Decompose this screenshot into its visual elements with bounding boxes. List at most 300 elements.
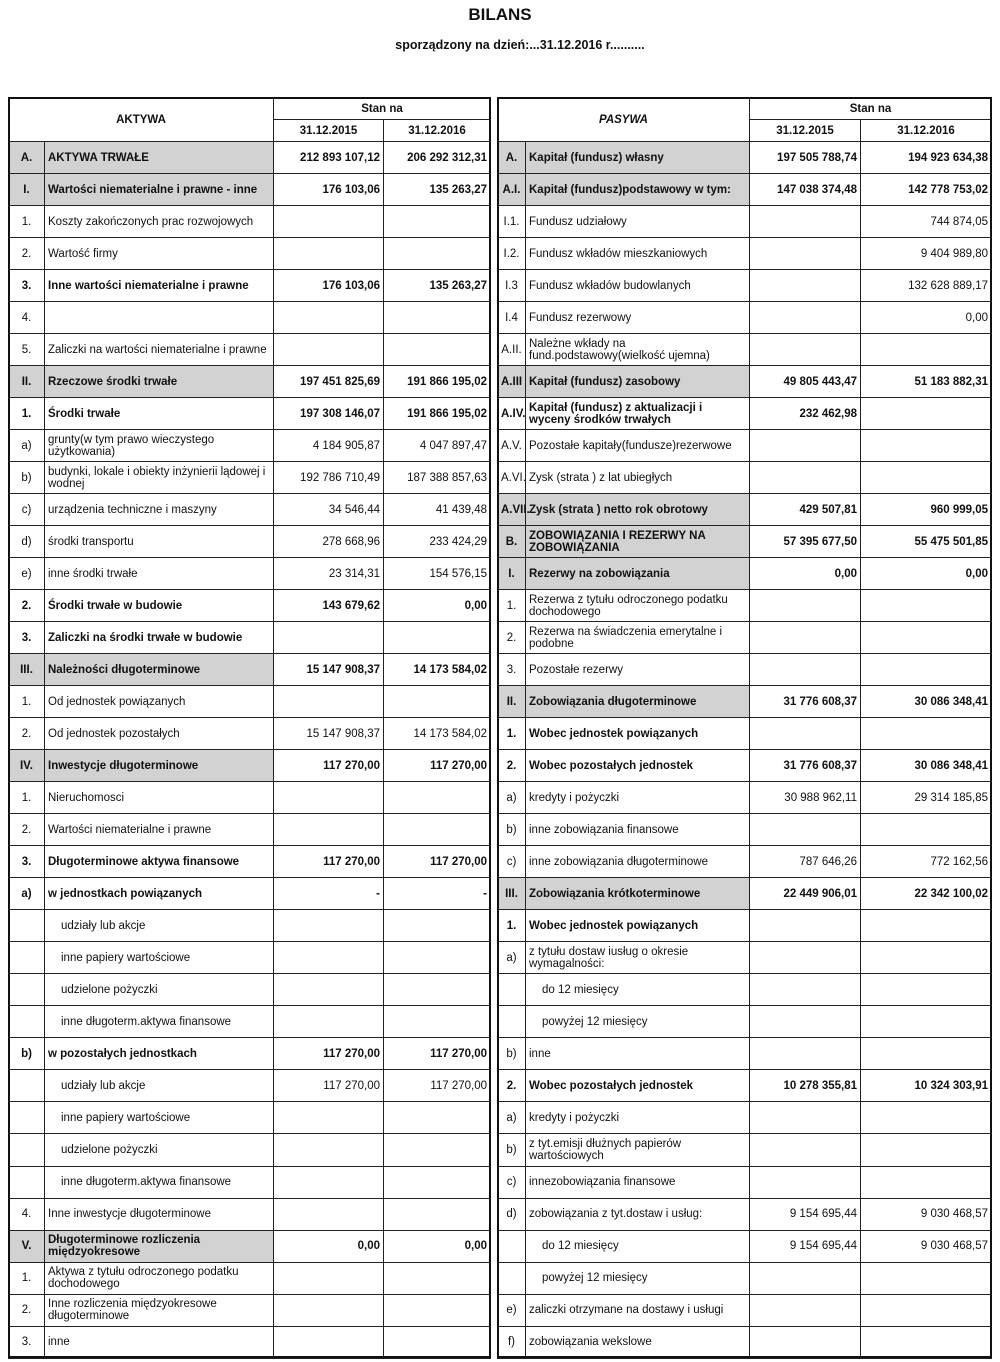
aktywa-value-2016: - (384, 878, 491, 910)
aktywa-value-2016: 14 173 584,02 (384, 718, 491, 750)
pasywa-row (498, 1198, 992, 1230)
pasywa-value-2015: 57 395 677,50 (750, 526, 861, 558)
pasywa-row-label: II. (498, 686, 526, 718)
aktywa-row (9, 494, 491, 526)
aktywa-value-2015: 212 893 107,12 (274, 142, 384, 174)
aktywa-value-2015 (274, 1166, 384, 1198)
pasywa-row-label: 1. (498, 910, 526, 942)
pasywa-value-2015: 31 776 608,37 (750, 750, 861, 782)
aktywa-row-label: 4. (9, 302, 45, 334)
aktywa-value-2015: 0,00 (274, 1230, 384, 1262)
aktywa-row (9, 686, 491, 718)
pasywa-row-description: Fundusz wkładów budowlanych (526, 270, 750, 302)
aktywa-row-description: grunty(w tym prawo wieczystego użytkowania) (45, 430, 274, 462)
aktywa-value-2015 (274, 910, 384, 942)
pasywa-value-2015: 10 278 355,81 (750, 1070, 861, 1102)
pasywa-row-label: b) (498, 1134, 526, 1166)
pasywa-row-label: b) (498, 1038, 526, 1070)
pasywa-row-label (498, 974, 526, 1006)
aktywa-row-label: 1. (9, 206, 45, 238)
pasywa-row-label (498, 1006, 526, 1038)
pasywa-value-2015 (750, 206, 861, 238)
aktywa-value-2016: 135 263,27 (384, 174, 491, 206)
aktywa-value-2016 (384, 1262, 491, 1294)
aktywa-row-description: w pozostałych jednostkach (45, 1038, 274, 1070)
pasywa-row-description: Wobec pozostałych jednostek (526, 750, 750, 782)
aktywa-value-2015: 117 270,00 (274, 846, 384, 878)
pasywa-value-2016: 29 314 185,85 (861, 782, 992, 814)
aktywa-value-2015 (274, 1006, 384, 1038)
aktywa-value-2016 (384, 1166, 491, 1198)
pasywa-value-2016: 10 324 303,91 (861, 1070, 992, 1102)
aktywa-value-2015 (274, 334, 384, 366)
pasywa-row-label: f) (498, 1326, 526, 1358)
aktywa-row-label (9, 1006, 45, 1038)
aktywa-value-2016: 154 576,15 (384, 558, 491, 590)
pasywa-row-label: c) (498, 1166, 526, 1198)
aktywa-value-2015 (274, 302, 384, 334)
aktywa-value-2015: 176 103,06 (274, 174, 384, 206)
pasywa-row (498, 590, 992, 622)
aktywa-row-description: Wartości niematerialne i prawne - inne (45, 174, 274, 206)
aktywa-row (9, 462, 491, 494)
aktywa-row-label: 2. (9, 590, 45, 622)
pasywa-row (498, 686, 992, 718)
pasywa-row-label: 2. (498, 622, 526, 654)
pasywa-row-label: A.V. (498, 430, 526, 462)
aktywa-row-label (9, 1166, 45, 1198)
aktywa-row (9, 206, 491, 238)
aktywa-row-description: Aktywa z tytułu odroczonego podatku dochodowego (45, 1262, 274, 1294)
aktywa-value-2015: 34 546,44 (274, 494, 384, 526)
aktywa-row (9, 942, 491, 974)
pasywa-value-2015 (750, 654, 861, 686)
aktywa-row-label: 2. (9, 238, 45, 270)
pasywa-value-2016: 0,00 (861, 558, 992, 590)
aktywa-value-2016 (384, 1198, 491, 1230)
aktywa-row-description: Długoterminowe aktywa finansowe (45, 846, 274, 878)
aktywa-value-2016: 117 270,00 (384, 750, 491, 782)
aktywa-row (9, 654, 491, 686)
aktywa-row-label: 4. (9, 1198, 45, 1230)
aktywa-value-2016: 117 270,00 (384, 1070, 491, 1102)
pasywa-value-2016: 22 342 100,02 (861, 878, 992, 910)
pasywa-value-2015: 197 505 788,74 (750, 142, 861, 174)
pasywa-row (498, 910, 992, 942)
pasywa-row (498, 974, 992, 1006)
pasywa-value-2016 (861, 622, 992, 654)
aktywa-row-description: Środki trwałe w budowie (45, 590, 274, 622)
pasywa-value-2015 (750, 462, 861, 494)
aktywa-row (9, 1006, 491, 1038)
aktywa-value-2015: 15 147 908,37 (274, 718, 384, 750)
pasywa-row (498, 1038, 992, 1070)
aktywa-value-2016: 4 047 897,47 (384, 430, 491, 462)
pasywa-row-description: zaliczki otrzymane na dostawy i usługi (526, 1294, 750, 1326)
pasywa-row (498, 238, 992, 270)
pasywa-value-2016 (861, 718, 992, 750)
aktywa-row-description: inne długoterm.aktywa finansowe (45, 1006, 274, 1038)
aktywa-value-2016: 233 424,29 (384, 526, 491, 558)
pasywa-row (498, 814, 992, 846)
pasywa-row-description: Wobec jednostek powiązanych (526, 910, 750, 942)
aktywa-row-label: d) (9, 526, 45, 558)
pasywa-value-2015 (750, 1294, 861, 1326)
aktywa-row-label (9, 974, 45, 1006)
pasywa-row-label: 1. (498, 718, 526, 750)
pasywa-row-description: kredyty i pożyczki (526, 782, 750, 814)
pasywa-row-label: I.2. (498, 238, 526, 270)
aktywa-value-2015: 4 184 905,87 (274, 430, 384, 462)
document-title: BILANS (468, 5, 532, 24)
aktywa-value-2015: 117 270,00 (274, 1070, 384, 1102)
pasywa-value-2015 (750, 302, 861, 334)
pasywa-value-2016 (861, 910, 992, 942)
aktywa-row (9, 526, 491, 558)
aktywa-value-2016: 187 388 857,63 (384, 462, 491, 494)
aktywa-row-description: AKTYWA TRWAŁE (45, 142, 274, 174)
pasywa-value-2015: 147 038 374,48 (750, 174, 861, 206)
pasywa-row (498, 270, 992, 302)
pasywa-row-description: Fundusz rezerwowy (526, 302, 750, 334)
aktywa-value-2016: 117 270,00 (384, 1038, 491, 1070)
aktywa-row-label (9, 942, 45, 974)
pasywa-row-description: Rezerwa na świadczenia emerytalne i podobne (526, 622, 750, 654)
pasywa-row-description: z tyt.emisji dłużnych papierów wartościowych (526, 1134, 750, 1166)
aktywa-row-label: V. (9, 1230, 45, 1262)
pasywa-value-2016 (861, 334, 992, 366)
aktywa-row-description: Należności długoterminowe (45, 654, 274, 686)
aktywa-value-2015: 278 668,96 (274, 526, 384, 558)
aktywa-value-2016: 117 270,00 (384, 846, 491, 878)
pasywa-value-2015 (750, 1134, 861, 1166)
pasywa-value-2015 (750, 430, 861, 462)
pasywa-row-label: b) (498, 814, 526, 846)
pasywa-row (498, 430, 992, 462)
pasywa-row (498, 1262, 992, 1294)
pasywa-value-2016 (861, 1006, 992, 1038)
aktywa-row (9, 558, 491, 590)
aktywa-row (9, 622, 491, 654)
aktywa-row-description: w jednostkach powiązanych (45, 878, 274, 910)
aktywa-row-description: Inne wartości niematerialne i prawne (45, 270, 274, 302)
pasywa-value-2016: 194 923 634,38 (861, 142, 992, 174)
aktywa-value-2015: 143 679,62 (274, 590, 384, 622)
pasywa-row-label: A.VI. (498, 462, 526, 494)
pasywa-row-description: Wobec jednostek powiązanych (526, 718, 750, 750)
aktywa-value-2016 (384, 1134, 491, 1166)
pasywa-row (498, 1102, 992, 1134)
pasywa-value-2015: 429 507,81 (750, 494, 861, 526)
pasywa-row-description: Kapitał (fundusz) z aktualizacji i wyceny środków trwałych (526, 398, 750, 430)
pasywa-value-2015 (750, 1006, 861, 1038)
pasywa-row (498, 1230, 992, 1262)
aktywa-row (9, 1230, 491, 1262)
aktywa-row-description: Zaliczki na wartości niematerialne i prawne (45, 334, 274, 366)
pasywa-row (498, 782, 992, 814)
pasywa-row-description: Kapitał (fundusz) zasobowy (526, 366, 750, 398)
aktywa-value-2015: - (274, 878, 384, 910)
pasywa-row-label: d) (498, 1198, 526, 1230)
pasywa-row-description: inne zobowiązania długoterminowe (526, 846, 750, 878)
pasywa-row-description: do 12 miesięcy (526, 1230, 750, 1262)
aktywa-row (9, 590, 491, 622)
aktywa-row (9, 750, 491, 782)
pasywa-row-label: B. (498, 526, 526, 558)
aktywa-row (9, 1326, 491, 1358)
aktywa-value-2015: 176 103,06 (274, 270, 384, 302)
aktywa-value-2016 (384, 1326, 491, 1358)
pasywa-row (498, 622, 992, 654)
pasywa-value-2015: 232 462,98 (750, 398, 861, 430)
pasywa-row (498, 1294, 992, 1326)
pasywa-row-description: Pozostałe kapitały(fundusze)rezerwowe (526, 430, 750, 462)
aktywa-value-2015 (274, 622, 384, 654)
aktywa-row-description: Wartość firmy (45, 238, 274, 270)
aktywa-row-label: 1. (9, 686, 45, 718)
aktywa-row-label (9, 910, 45, 942)
pasywa-row (498, 462, 992, 494)
aktywa-row-description: Od jednostek powiązanych (45, 686, 274, 718)
pasywa-value-2016: 30 086 348,41 (861, 750, 992, 782)
pasywa-row (498, 302, 992, 334)
pasywa-row (498, 366, 992, 398)
pasywa-row (498, 142, 992, 174)
pasywa-row-label: a) (498, 1102, 526, 1134)
aktywa-row-label: 2. (9, 1294, 45, 1326)
pasywa-value-2015: 30 988 962,11 (750, 782, 861, 814)
aktywa-row-description: udziały lub akcje (45, 1070, 274, 1102)
aktywa-row (9, 1038, 491, 1070)
aktywa-value-2016 (384, 206, 491, 238)
aktywa-value-2015 (274, 1102, 384, 1134)
pasywa-row-description: powyżej 12 miesięcy (526, 1262, 750, 1294)
pasywa-row-description: Zobowiązania długoterminowe (526, 686, 750, 718)
aktywa-row-description: budynki, lokale i obiekty inżynierii lądowej i wodnej (45, 462, 274, 494)
pasywa-value-2016 (861, 462, 992, 494)
pasywa-value-2016: 30 086 348,41 (861, 686, 992, 718)
pasywa-value-2015 (750, 910, 861, 942)
pasywa-value-2016: 55 475 501,85 (861, 526, 992, 558)
pasywa-value-2015 (750, 942, 861, 974)
aktywa-stan-na: Stan na (274, 98, 491, 120)
pasywa-row-description: zobowiązania z tyt.dostaw i usług: (526, 1198, 750, 1230)
aktywa-row-label: A. (9, 142, 45, 174)
aktywa-row-label: 5. (9, 334, 45, 366)
pasywa-value-2016 (861, 1262, 992, 1294)
aktywa-row (9, 334, 491, 366)
pasywa-value-2016 (861, 1102, 992, 1134)
aktywa-value-2015 (274, 942, 384, 974)
pasywa-value-2015 (750, 1262, 861, 1294)
pasywa-row (498, 878, 992, 910)
aktywa-row-label (9, 1070, 45, 1102)
aktywa-value-2016 (384, 334, 491, 366)
aktywa-value-2015: 15 147 908,37 (274, 654, 384, 686)
aktywa-row (9, 238, 491, 270)
pasywa-value-2016: 744 874,05 (861, 206, 992, 238)
pasywa-value-2015: 9 154 695,44 (750, 1198, 861, 1230)
aktywa-value-2016: 41 439,48 (384, 494, 491, 526)
aktywa-row (9, 718, 491, 750)
aktywa-row-description: udzielone pożyczki (45, 1134, 274, 1166)
aktywa-value-2015: 23 314,31 (274, 558, 384, 590)
pasywa-row-label: e) (498, 1294, 526, 1326)
pasywa-row-description: Zobowiązania krótkoterminowe (526, 878, 750, 910)
aktywa-row-description: udzielone pożyczki (45, 974, 274, 1006)
aktywa-row (9, 1166, 491, 1198)
aktywa-row-description: inne długoterm.aktywa finansowe (45, 1166, 274, 1198)
aktywa-value-2015 (274, 1198, 384, 1230)
pasywa-row (498, 1070, 992, 1102)
pasywa-row-label: 2. (498, 750, 526, 782)
pasywa-value-2016: 0,00 (861, 302, 992, 334)
aktywa-row (9, 1198, 491, 1230)
aktywa-row-label: 3. (9, 622, 45, 654)
pasywa-row (498, 398, 992, 430)
pasywa-row (498, 1006, 992, 1038)
pasywa-value-2016: 51 183 882,31 (861, 366, 992, 398)
pasywa-header: PASYWA (498, 98, 750, 142)
pasywa-value-2015 (750, 1166, 861, 1198)
pasywa-row-description: Wobec pozostałych jednostek (526, 1070, 750, 1102)
aktywa-value-2016 (384, 782, 491, 814)
aktywa-value-2016: 206 292 312,31 (384, 142, 491, 174)
pasywa-row (498, 334, 992, 366)
pasywa-value-2015 (750, 814, 861, 846)
aktywa-row-description: Inwestycje długoterminowe (45, 750, 274, 782)
pasywa-value-2016 (861, 1134, 992, 1166)
pasywa-row (498, 654, 992, 686)
pasywa-value-2015: 0,00 (750, 558, 861, 590)
aktywa-value-2016 (384, 910, 491, 942)
aktywa-value-2015 (274, 814, 384, 846)
aktywa-row-description (45, 302, 274, 334)
pasywa-row-description: zobowiązania wekslowe (526, 1326, 750, 1358)
pasywa-value-2015 (750, 334, 861, 366)
pasywa-row-label: A.VII. (498, 494, 526, 526)
aktywa-value-2015 (274, 1134, 384, 1166)
pasywa-row (498, 526, 992, 558)
aktywa-row (9, 1070, 491, 1102)
aktywa-row (9, 846, 491, 878)
aktywa-value-2016 (384, 622, 491, 654)
pasywa-value-2015 (750, 238, 861, 270)
document-subtitle: sporządzony na dzień:...31.12.2016 r.......... (395, 38, 645, 52)
pasywa-value-2016: 9 404 989,80 (861, 238, 992, 270)
pasywa-row-description: Należne wkłady na fund.podstawowy(wielkość ujemna) (526, 334, 750, 366)
pasywa-row-label: I. (498, 558, 526, 590)
aktywa-row-description: inne środki trwałe (45, 558, 274, 590)
pasywa-row (498, 1134, 992, 1166)
pasywa-row-label: A.III (498, 366, 526, 398)
pasywa-value-2015 (750, 270, 861, 302)
aktywa-row-label (9, 1102, 45, 1134)
aktywa-row-label: 2. (9, 814, 45, 846)
pasywa-row-label (498, 1262, 526, 1294)
aktywa-row-label: I. (9, 174, 45, 206)
aktywa-row-label: IV. (9, 750, 45, 782)
aktywa-row (9, 1134, 491, 1166)
aktywa-value-2016 (384, 238, 491, 270)
aktywa-row-label: e) (9, 558, 45, 590)
aktywa-row-description: udziały lub akcje (45, 910, 274, 942)
pasywa-row-description: innezobowiązania finansowe (526, 1166, 750, 1198)
aktywa-row-label: 2. (9, 718, 45, 750)
pasywa-col-2016: 31.12.2016 (861, 120, 992, 142)
pasywa-row-description: Kapitał (fundusz) własny (526, 142, 750, 174)
pasywa-row-label: a) (498, 942, 526, 974)
aktywa-row (9, 142, 491, 174)
aktywa-row-description: Środki trwałe (45, 398, 274, 430)
pasywa-row (498, 206, 992, 238)
aktywa-value-2016 (384, 814, 491, 846)
pasywa-value-2015: 9 154 695,44 (750, 1230, 861, 1262)
pasywa-row-description: Rezerwa z tytułu odroczonego podatku dochodowego (526, 590, 750, 622)
aktywa-row (9, 878, 491, 910)
aktywa-value-2016 (384, 1102, 491, 1134)
aktywa-row (9, 910, 491, 942)
pasywa-row-description: do 12 miesięcy (526, 974, 750, 1006)
pasywa-value-2016 (861, 1326, 992, 1358)
aktywa-row-description: Od jednostek pozostałych (45, 718, 274, 750)
pasywa-row-label: A. (498, 142, 526, 174)
aktywa-value-2016: 191 866 195,02 (384, 366, 491, 398)
pasywa-value-2016 (861, 1038, 992, 1070)
aktywa-row-label: b) (9, 1038, 45, 1070)
pasywa-row (498, 174, 992, 206)
aktywa-row-label: a) (9, 878, 45, 910)
aktywa-value-2016 (384, 974, 491, 1006)
pasywa-value-2016 (861, 974, 992, 1006)
pasywa-row (498, 494, 992, 526)
pasywa-row-description: Fundusz wkładów mieszkaniowych (526, 238, 750, 270)
pasywa-row-description: Zysk (strata ) netto rok obrotowy (526, 494, 750, 526)
aktywa-value-2016 (384, 1294, 491, 1326)
aktywa-value-2015: 197 308 146,07 (274, 398, 384, 430)
aktywa-row (9, 1102, 491, 1134)
pasywa-row-description: powyżej 12 miesięcy (526, 1006, 750, 1038)
pasywa-row-description: inne (526, 1038, 750, 1070)
aktywa-row (9, 302, 491, 334)
aktywa-row-description: Inne inwestycje długoterminowe (45, 1198, 274, 1230)
pasywa-row-label: 3. (498, 654, 526, 686)
pasywa-stan-na: Stan na (750, 98, 992, 120)
pasywa-value-2016 (861, 590, 992, 622)
pasywa-row-label: c) (498, 846, 526, 878)
pasywa-value-2015 (750, 590, 861, 622)
aktywa-value-2015: 192 786 710,49 (274, 462, 384, 494)
pasywa-value-2015: 31 776 608,37 (750, 686, 861, 718)
pasywa-value-2016: 960 999,05 (861, 494, 992, 526)
pasywa-row (498, 750, 992, 782)
pasywa-row-label: 2. (498, 1070, 526, 1102)
pasywa-row (498, 942, 992, 974)
aktywa-value-2015 (274, 206, 384, 238)
aktywa-col-2016: 31.12.2016 (384, 120, 491, 142)
aktywa-row-description: Koszty zakończonych prac rozwojowych (45, 206, 274, 238)
aktywa-row-description: środki transportu (45, 526, 274, 558)
aktywa-row-label: 3. (9, 1326, 45, 1358)
aktywa-row-label: c) (9, 494, 45, 526)
aktywa-value-2016: 135 263,27 (384, 270, 491, 302)
pasywa-value-2015 (750, 1038, 861, 1070)
pasywa-value-2016: 9 030 468,57 (861, 1198, 992, 1230)
pasywa-row-label: I.3 (498, 270, 526, 302)
pasywa-value-2015 (750, 1102, 861, 1134)
pasywa-row-description: Rezerwy na zobowiązania (526, 558, 750, 590)
aktywa-value-2016 (384, 686, 491, 718)
